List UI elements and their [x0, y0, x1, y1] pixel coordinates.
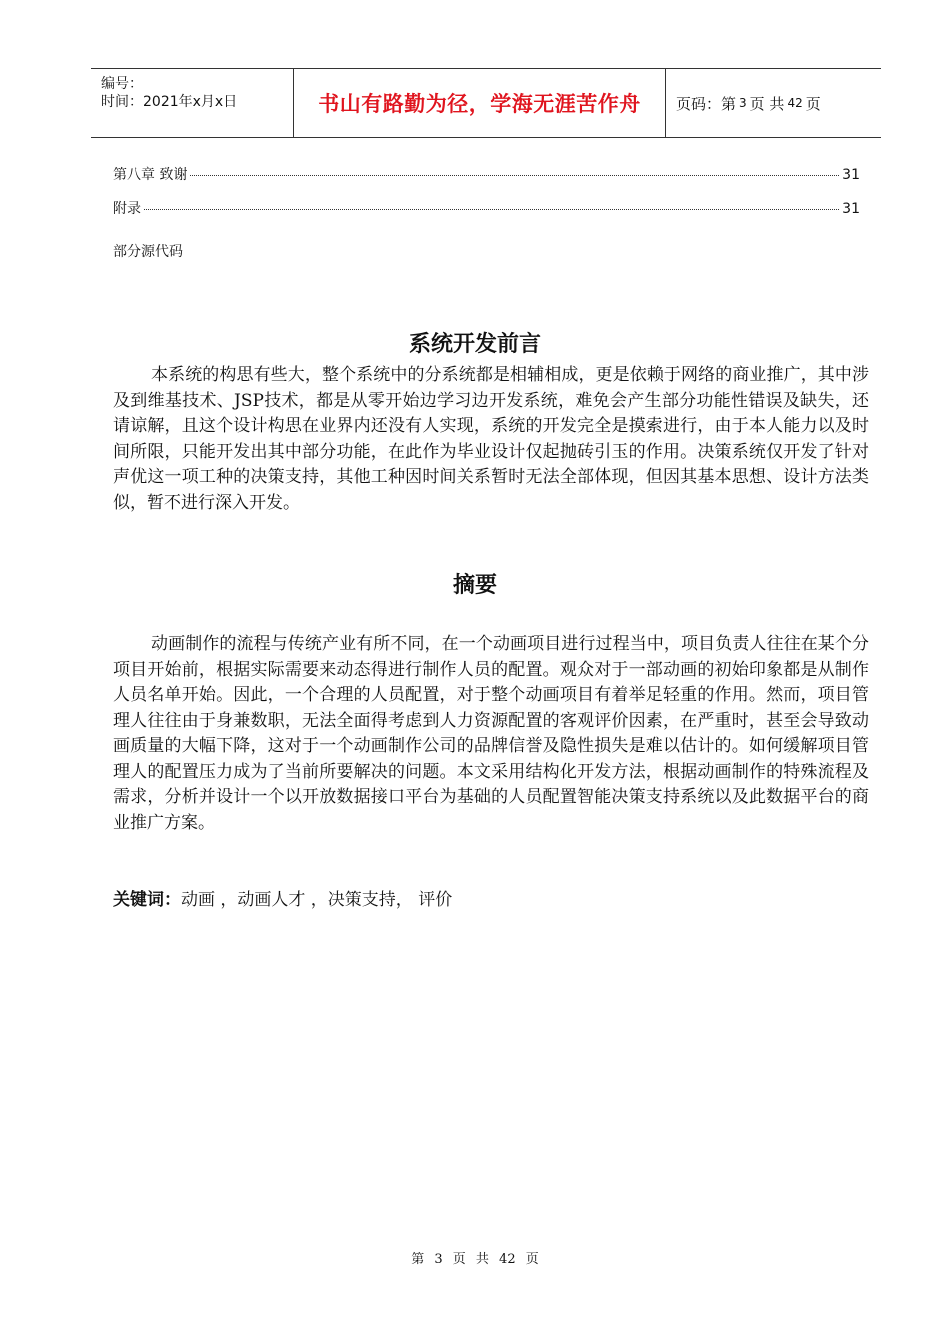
preface-body: 本系统的构思有些大，整个系统中的分系统都是相辅相成，更是依赖于网络的商业推广，其中涉及到维基技术、JSP技术，都是从零开始边学习边开发系统，难免会产生部分功能性错误及缺失，还请谅解，且这个设计构思在业界内还没有人实现，系统的开发完全是摸索进行，由于本人能力以及时间所限，只能开发出其中部分功能，在此作为毕业设计仅起抛砖引玉的作用。决策系统仅开发了针对声优这一项工种的决策支持，其他工种因时间关系暂时无法全部体现，但因其基本思想、设计方法类似，暂不进行深入开发。: [113, 365, 869, 513]
toc-leader: [144, 209, 839, 210]
abstract-body: 动画制作的流程与传统产业有所不同，在一个动画项目进行过程当中，项目负责人往往在某个分项目开始前，根据实际需要来动态得进行制作人员的配置。观众对于一部动画的初始印象都是从制作人员名单开始。因此，一个合理的人员配置，对于整个动画项目有着举足轻重的作用。然而，项目管理人往往由于身兼数职，无法全面得考虑到人力资源配置的客观评价因素，在严重时，甚至会导致动画质量的大幅下降，这对于一个动画制作公司的品牌信誉及隐性损失是难以估计的。如何缓解项目管理人的配置压力成为了当前所要解决的问题。本文采用结构化开发方法，根据动画制作的特殊流程及需求，分析并设计一个以开放数据接口平台为基础的人员配置智能决策支持系统以及此数据平台的商业推广方案。: [113, 634, 869, 833]
toc-plain-line: 部分源代码: [113, 244, 183, 260]
page-footer: 第 3 页 共 42 页: [411, 1252, 539, 1267]
time-label: 时间：2021年x月x日: [101, 94, 238, 110]
table-of-contents: [113, 164, 860, 232]
abstract-title: 摘要: [452, 573, 497, 598]
header-meta: [91, 69, 293, 137]
header-page-number: [666, 69, 881, 137]
keywords-text: 动画 ，动画人才 ，决策支持， 评价: [181, 890, 453, 910]
page-prefix: 页码：第: [676, 94, 737, 113]
toc-entry[interactable]: [113, 198, 860, 232]
toc-entry-label: 附录: [113, 201, 141, 217]
serial-label: 编号：: [101, 76, 143, 92]
keywords-line: [113, 885, 452, 910]
page-middle: 页 共: [749, 94, 785, 113]
toc-entry[interactable]: [113, 164, 860, 198]
preface-title: 系统开发前言: [408, 332, 541, 357]
page-suffix: 页: [805, 94, 821, 113]
page-header: [91, 68, 881, 138]
header-motto: 书山有路勤为径，学海无涯苦作舟: [293, 69, 666, 137]
page-current: 3: [739, 96, 747, 110]
toc-entry-page: 31: [842, 167, 860, 183]
page-total: 42: [787, 96, 803, 110]
keywords-label: 关键词：: [113, 890, 181, 910]
toc-entry-label: 第八章 致谢: [113, 167, 188, 183]
toc-entry-page: 31: [842, 201, 860, 217]
toc-leader: [190, 175, 839, 176]
